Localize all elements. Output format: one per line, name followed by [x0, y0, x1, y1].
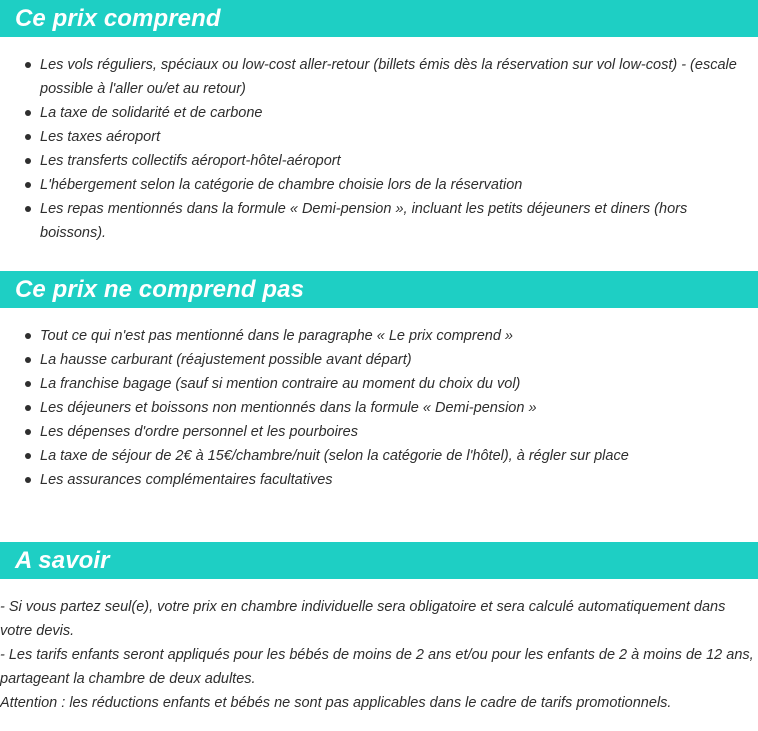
paragraph: Attention : les réductions enfants et bébés ne sont pas applicables dans le cadre de tarifs promotionnels. — [0, 695, 672, 711]
list-item — [0, 149, 740, 173]
section-header-ce-prix-comprend: Ce prix comprend — [0, 0, 758, 37]
bullet-icon — [25, 206, 31, 212]
bullet-icon — [25, 405, 31, 411]
paragraph: - Si vous partez seul(e), votre prix en chambre individuelle sera obligatoire et sera calculé automatiquement dans votre devis. — [0, 599, 726, 639]
list-item — [0, 101, 740, 125]
section-header-ce-prix-ne-comprend-pas: Ce prix ne comprend pas — [0, 271, 758, 308]
list-item — [0, 468, 740, 492]
list-item-text: L'hébergement selon la catégorie de chambre choisie lors de la réservation — [40, 177, 523, 193]
list-item — [0, 444, 740, 468]
list-item-text: La taxe de séjour de 2€ à 15€/chambre/nuit (selon la catégorie de l'hôtel), à régler sur place — [40, 448, 629, 464]
bullet-icon — [25, 477, 31, 483]
list-item — [0, 348, 740, 372]
section-header-a-savoir: A savoir — [0, 542, 758, 579]
included-list — [0, 53, 740, 245]
bullet-icon — [25, 429, 31, 435]
list-item — [0, 173, 740, 197]
bullet-icon — [25, 110, 31, 116]
bullet-icon — [25, 134, 31, 140]
list-item — [0, 396, 740, 420]
list-item — [0, 324, 740, 348]
bullet-icon — [25, 381, 31, 387]
bullet-icon — [25, 453, 31, 459]
list-item — [0, 420, 740, 444]
a-savoir-content — [0, 595, 755, 715]
list-item-text: Les taxes aéroport — [40, 129, 161, 145]
list-item-text: La taxe de solidarité et de carbone — [40, 105, 263, 121]
list-item-text: Tout ce qui n'est pas mentionné dans le paragraphe « Le prix comprend » — [40, 328, 513, 344]
list-item-text: La hausse carburant (réajustement possible avant départ) — [40, 352, 412, 368]
list-item-text: Les transferts collectifs aéroport-hôtel-aéroport — [40, 153, 341, 169]
bullet-icon — [25, 158, 31, 164]
list-item-text: Les dépenses d'ordre personnel et les pourboires — [40, 424, 358, 440]
bullet-icon — [25, 182, 31, 188]
bullet-icon — [25, 62, 31, 68]
paragraph: - Les tarifs enfants seront appliqués pour les bébés de moins de 2 ans et/ou pour les enfants de 2 à moins de 12 ans, partageant la chambre de deux adultes. — [0, 647, 754, 687]
list-item-text: La franchise bagage (sauf si mention contraire au moment du choix du vol) — [40, 376, 521, 392]
list-item — [0, 125, 740, 149]
bullet-icon — [25, 357, 31, 363]
list-item-text: Les assurances complémentaires facultatives — [40, 472, 333, 488]
list-item-text: Les repas mentionnés dans la formule « Demi-pension », incluant les petits déjeuners et diners (hors boissons). — [40, 201, 688, 241]
list-item — [0, 372, 740, 396]
list-item-text: Les déjeuners et boissons non mentionnés dans la formule « Demi-pension » — [40, 400, 537, 416]
list-item — [0, 197, 740, 245]
list-item-text: Les vols réguliers, spéciaux ou low-cost aller-retour (billets émis dès la réservation sur vol low-cost) - (escale possible à l'aller ou/et au retour) — [40, 57, 737, 97]
list-item — [0, 53, 740, 101]
excluded-list — [0, 324, 740, 492]
bullet-icon — [25, 333, 31, 339]
